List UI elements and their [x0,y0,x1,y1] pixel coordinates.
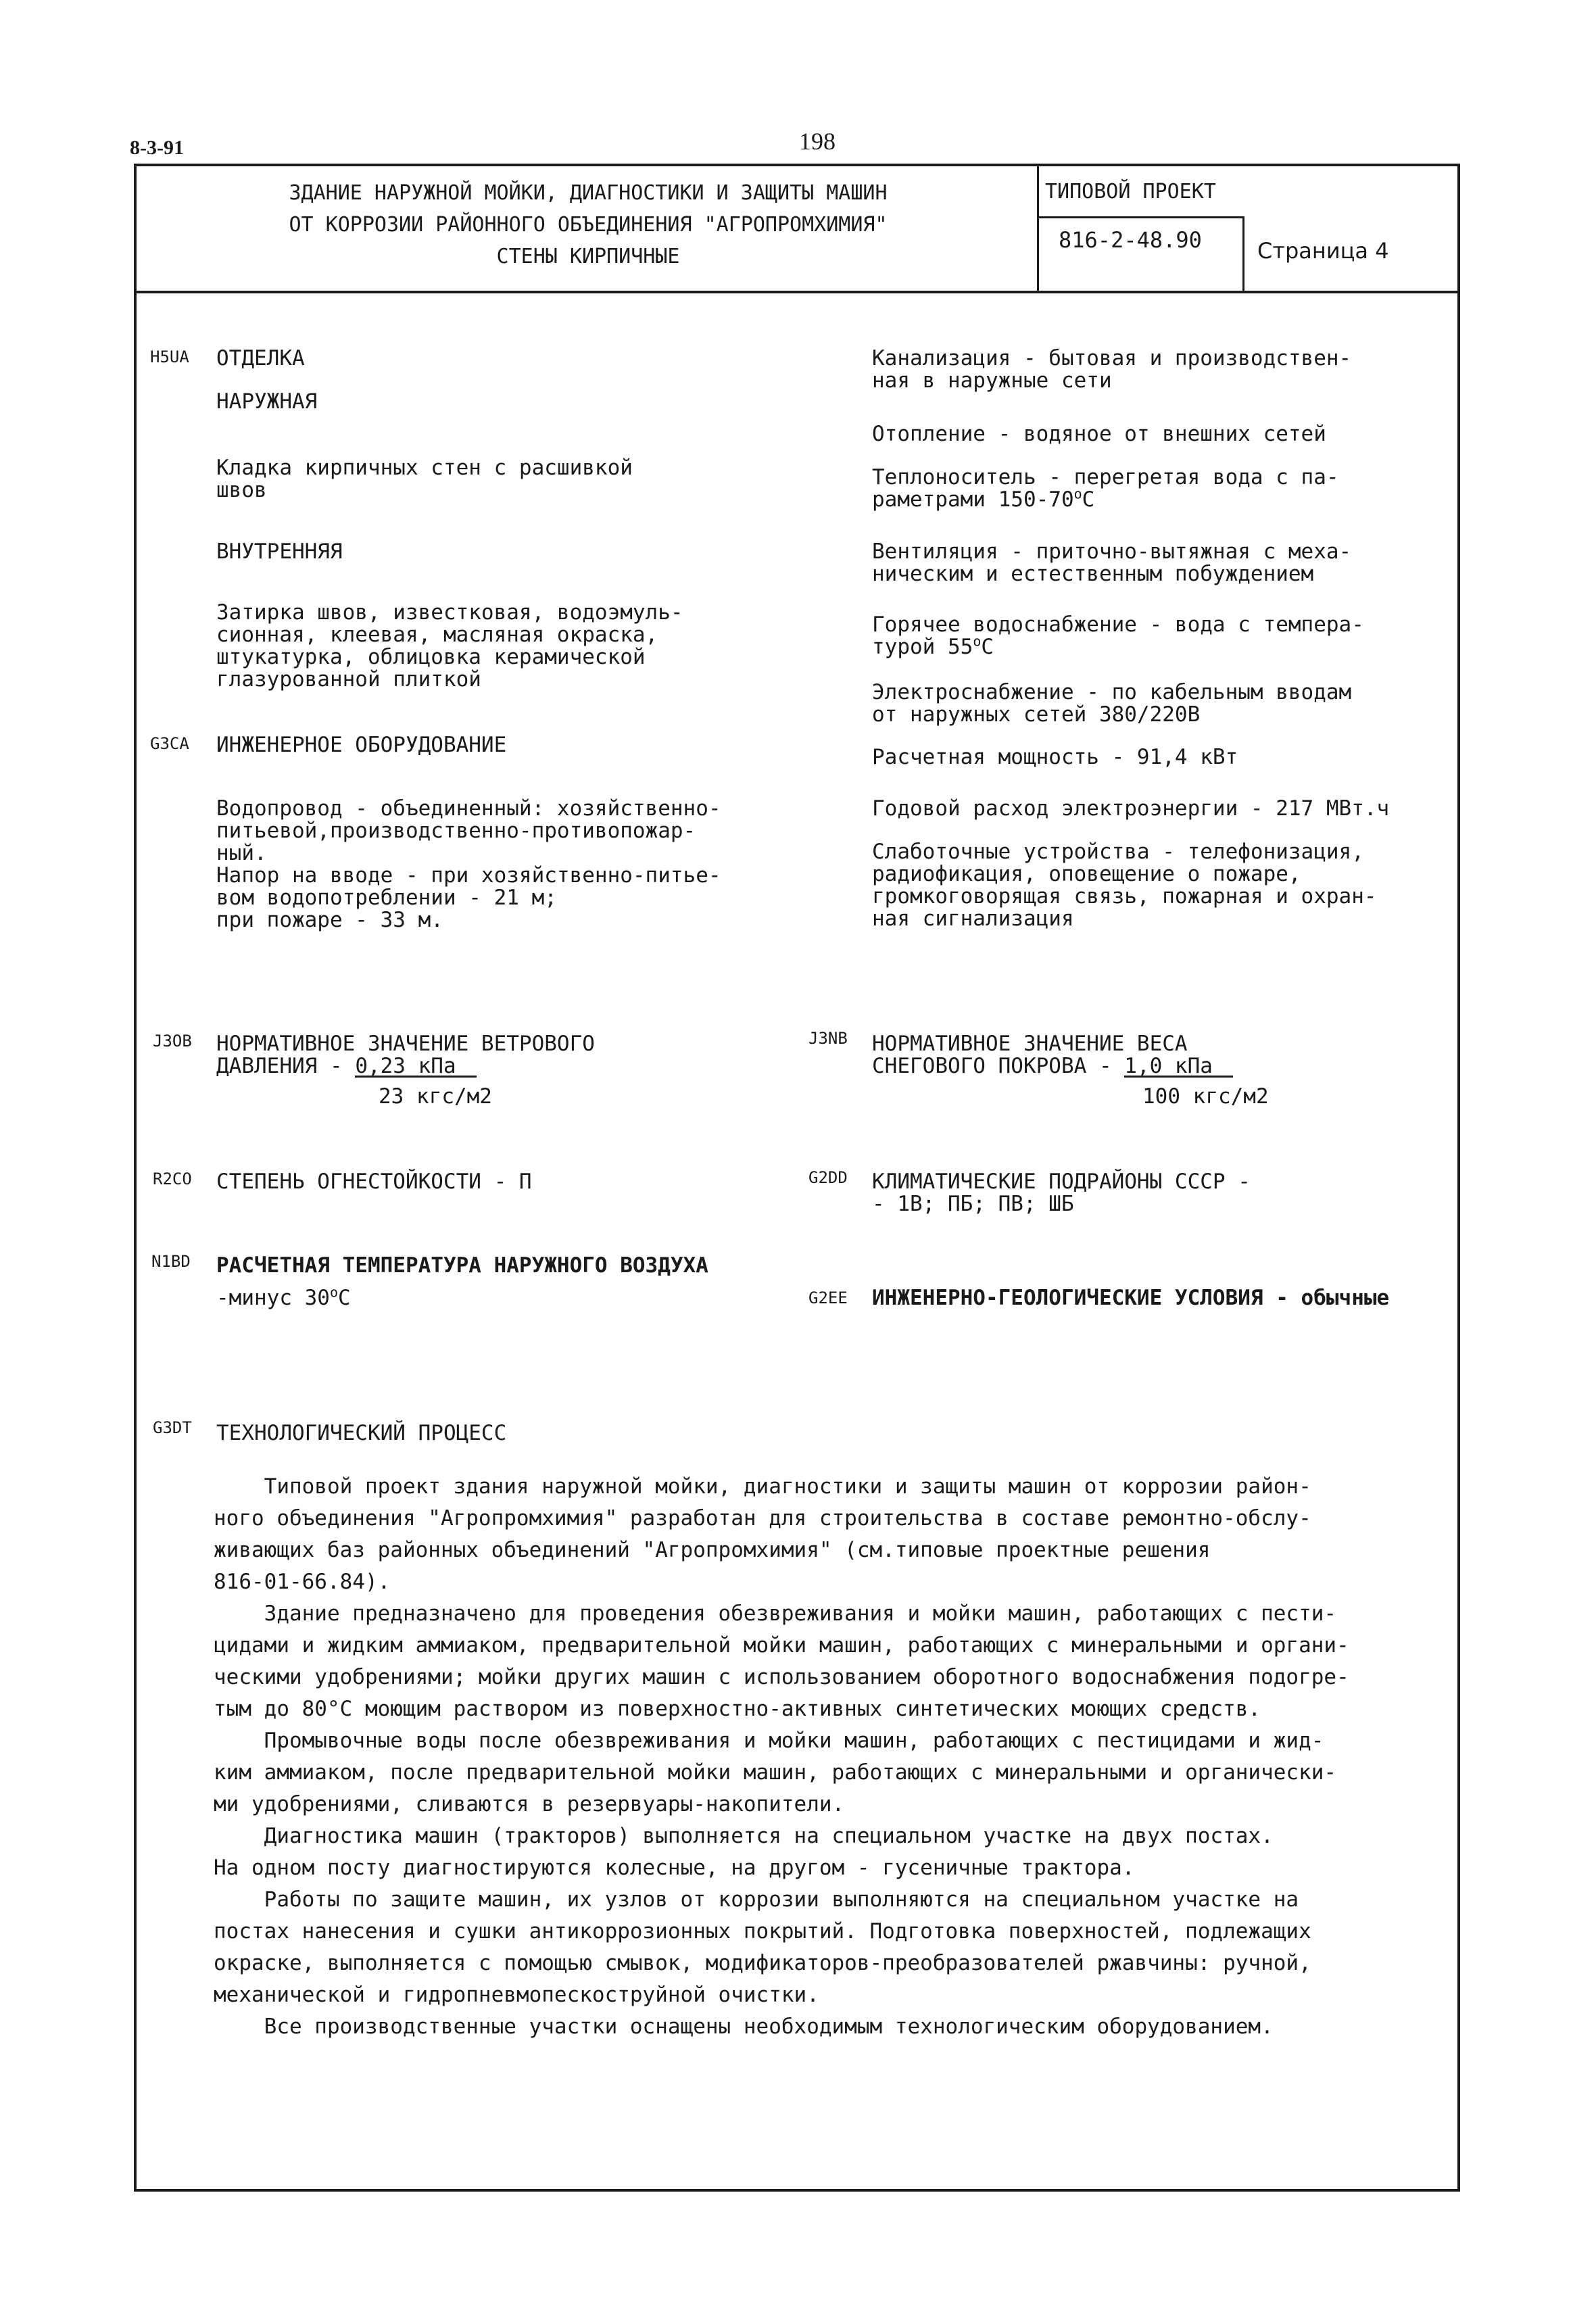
text-line: ный. [216,841,267,865]
text-line [872,633,1364,659]
equipment-code: G3CA [150,734,189,753]
text-line: швов [216,478,267,502]
text-line: Канализация - бытовая и производствен- [872,346,1352,370]
degree-mark: о [329,1284,339,1301]
process-line: Промывочные воды после обезвреживания и мойки машин, работающих с пестицидами и жид- [214,1729,1324,1753]
process-line: механической и гидропневмопескоструйной очистки. [214,1983,819,2007]
temperature-code: N1BD [151,1252,191,1271]
text-line: от наружных сетей 380/220В [872,702,1201,727]
text-line: КЛИМАТИЧЕСКИЕ ПОДРАЙОНЫ СССР - [872,1169,1251,1194]
low-current-text [872,841,1377,930]
header-divider [134,291,1460,293]
process-line: окраске, выполняется с помощью смывок, модификаторов-преобразователей ржавчины: ручной, [214,1951,1311,1975]
text-line: ническим и естественным побуждением [872,562,1314,586]
hot-water-unit: С [981,635,994,659]
project-number: 816-2-48.90 [1059,227,1202,253]
heating-text: Отопление - водяное от внешних сетей [872,422,1326,446]
fire-resistance: СТЕПЕНЬ ОГНЕСТОЙКОСТИ - П [216,1169,532,1194]
finish-inner-text [216,602,683,691]
text-line: ная в наружные сети [872,368,1112,393]
text-line: Водопровод - объединенный: хозяйственно- [216,796,721,821]
coolant-text [872,466,1339,511]
temperature-value [216,1284,351,1310]
process-line: Работы по защите машин, их узлов от коррозии выполняются на специальном участке на [214,1887,1299,1912]
process-line: ческими удобрениями; мойки других машин с использованием оборотного водоснабжения подогре- [214,1665,1349,1689]
finish-outer-text [216,457,633,502]
text-line: - 1В; ПБ; ПВ; ШБ [872,1192,1074,1216]
header-title-line: ЗДАНИЕ НАРУЖНОЙ МОЙКИ, ДИАГНОСТИКИ И ЗАЩИТЫ МАШИН [289,181,888,205]
wind-code: J3OB [153,1032,192,1051]
process-title: ТЕХНОЛОГИЧЕСКИЙ ПРОЦЕСС [216,1421,507,1445]
temperature-unit: С [338,1286,351,1310]
process-line: 816-01-66.84). [214,1570,391,1594]
coolant-unit: С [1082,487,1095,512]
design-power-text: Расчетная мощность - 91,4 кВт [872,745,1238,769]
header-project-divider [1037,216,1242,218]
process-line: живающих баз районных объединений "Агропромхимия" (см.типовые проектные решения [214,1538,1211,1562]
finish-outer-title: НАРУЖНАЯ [216,389,318,414]
climate-code: G2DD [808,1168,848,1187]
degree-mark: о [973,633,982,650]
text-line: Кладка кирпичных стен с расшивкой [216,456,633,480]
annual-consumption-text: Годовой расход электроэнергии - 217 МВт.ч [872,796,1390,821]
wind-pressure-value: 0,23 кПа [355,1057,476,1078]
wind-pressure-label: ДАВЛЕНИЯ - [216,1054,343,1078]
wind-pressure-title: НОРМАТИВНОЕ ЗНАЧЕНИЕ ВЕТРОВОГО [216,1032,595,1056]
process-line: цидами и жидким аммиаком, предварительной мойки машин, работающих с минеральными и органи- [214,1633,1349,1658]
text-line: вом водопотреблении - 21 м; [216,886,557,910]
process-line: постах нанесения и сушки антикоррозионных покрытий. Подготовка поверхностей, подлежащих [214,1919,1311,1944]
coolant-range: раметрами 150-70 [872,487,1074,512]
header-title [155,177,1021,272]
process-line: Все производственные участки оснащены необходимым технологическим оборудованием. [214,2015,1274,2039]
header-column-divider [1037,164,1039,292]
wind-pressure [216,1033,595,1078]
degree-mark: о [1073,485,1082,502]
text-line: питьевой,производственно-противопожар- [216,819,696,843]
text-line: штукатурка, облицовка керамической [216,645,646,669]
snow-load-label: СНЕГОВОГО ПОКРОВА - [872,1054,1112,1078]
hot-water-text [872,614,1364,658]
geology-text: ИНЖЕНЕРНО-ГЕОЛОГИЧЕСКИЕ УСЛОВИЯ - обычные [872,1286,1390,1310]
process-line: ного объединения "Агропромхимия" разработан для строительства в составе ремонтно-обслу- [214,1506,1311,1530]
hot-water-temp: турой 55 [872,635,973,659]
geology-code: G2EE [808,1288,848,1307]
process-line: тым до 80°С моющим раствором из поверхностно-активных синтетических моющих средств. [214,1697,1261,1721]
sewer-text [872,347,1351,392]
process-line: ми удобрениями, сливаются в резервуары-накопители. [214,1792,845,1816]
header-title-line: СТЕНЫ КИРПИЧНЫЕ [496,245,680,268]
snow-load-title: НОРМАТИВНОЕ ЗНАЧЕНИЕ ВЕСА [872,1032,1188,1056]
process-line: Диагностика машин (тракторов) выполняется на специальном участке на двух постах. [214,1824,1274,1848]
snow-load [872,1033,1233,1078]
process-line: На одном посту диагностируются колесные, на другом - гусеничные трактора. [214,1856,1135,1880]
text-line: Вентиляция - приточно-вытяжная с меха- [872,539,1352,564]
text-line: сионная, клеевая, масляная окраска, [216,623,658,647]
header-page-divider [1242,216,1244,292]
finish-inner-title: ВНУТРЕННЯЯ [216,539,343,564]
equipment-text [216,798,721,932]
process-line: ким аммиаком, после предварительной мойки машин, работающих с минеральными и органически- [214,1760,1337,1785]
temperature-title: РАСЧЕТНАЯ ТЕМПЕРАТУРА НАРУЖНОГО ВОЗДУХА [216,1253,708,1278]
fire-code: R2CO [153,1169,192,1188]
snow-load-value: 1,0 кПа [1124,1057,1233,1078]
snow-load-alt: 100 кгс/м2 [1142,1084,1269,1109]
power-supply-text [872,681,1351,726]
ventilation-text [872,541,1351,585]
process-line: Типовой проект здания наружной мойки, диагностики и защиты машин от коррозии район- [214,1474,1311,1499]
text-line: Электроснабжение - по кабельным вводам [872,680,1352,704]
page-label: Страница 4 [1257,238,1389,264]
text-line: глазурованной плиткой [216,667,481,692]
text-line: при пожаре - 33 м. [216,908,443,932]
document-code: 8-3-91 [130,137,184,159]
text-line: радиофикация, оповещение о пожаре, [872,862,1301,886]
process-code: G3DT [153,1418,192,1437]
text-line: Затирка швов, известковая, водоэмуль- [216,600,683,625]
equipment-title: ИНЖЕНЕРНОЕ ОБОРУДОВАНИЕ [216,733,507,757]
header-title-line: ОТ КОРРОЗИИ РАЙОННОГО ОБЪЕДИНЕНИЯ "АГРОПРОМХИМИЯ" [289,213,888,237]
project-label: ТИПОВОЙ ПРОЕКТ [1045,180,1216,203]
finish-title: ОТДЕЛКА [216,346,305,370]
text-line: Слаботочные устройства - телефонизация, [872,840,1364,864]
text-line: Теплоноситель - перегретая вода с па- [872,465,1339,489]
snow-load-line [872,1055,1233,1078]
process-body [214,1471,1417,2043]
wind-pressure-line [216,1055,595,1078]
text-line: ная сигнализация [872,907,1074,931]
text-line [872,485,1339,512]
finish-code: H5UA [150,347,189,366]
snow-code: J3NB [808,1029,848,1048]
temperature-number: -минус 30 [216,1286,330,1310]
process-line: Здание предназначено для проведения обезвреживания и мойки машин, работающих с пести- [214,1601,1337,1626]
text-line: Горячее водоснабжение - вода с темпера- [872,612,1364,637]
climate-text [872,1171,1251,1215]
text-line: громкоговорящая связь, пожарная и охран- [872,884,1377,909]
wind-pressure-alt: 23 кгс/м2 [379,1084,492,1109]
page-number: 198 [799,128,836,155]
text-line: Напор на вводе - при хозяйственно-питье- [216,863,721,888]
